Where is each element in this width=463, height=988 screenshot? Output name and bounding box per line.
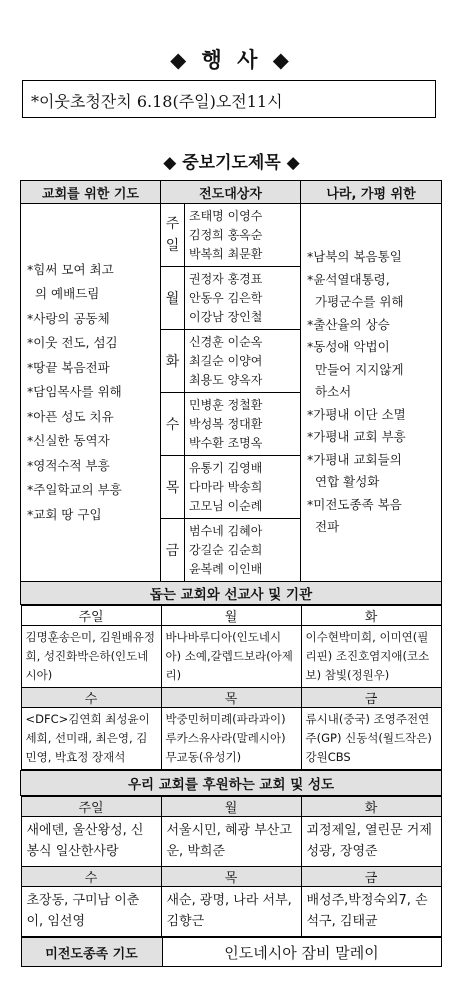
list-item: 전파 (315, 519, 340, 535)
evangelism-names-sun: 조태명 이영수 김정희 홍옥순 박복희 최문환 (185, 204, 301, 267)
missions-cell-mon: 바나바루디아(인도네시아) 소예,갈렙드보라(아제리) (161, 626, 301, 688)
list-item: *가평내 교회 부흥 (307, 429, 406, 445)
evangelism-day-tue: 화 (161, 330, 185, 393)
supporters-cell-tue: 괴정제일, 열린문 거제성광, 장영준 (301, 817, 441, 867)
evangelism-names-tue: 신경훈 이순옥 최길순 이양여 최용도 양옥자 (185, 330, 301, 393)
list-item: *출산율의 상승 (307, 316, 390, 332)
col-header-nation: 나라, 가평 위한 (301, 181, 442, 204)
list-item: *남북의 복음통일 (307, 249, 402, 265)
list-item: *아픈 성도 치유 (27, 408, 114, 424)
supporters-cell-wed: 초장동, 구미남 이춘이, 임선영 (21, 887, 161, 937)
missions-cell-thu: 박중민허미례(파라과이) 루카스유사라(말레시아) 무교동(유성기) (161, 708, 301, 770)
list-item: *사랑의 공동체 (27, 310, 110, 326)
supporters-day-wed: 수 (21, 867, 161, 887)
list-item: *동성애 악법이 (307, 339, 390, 355)
unreached-row (21, 937, 442, 967)
missions-day-sun: 주일 (21, 606, 161, 626)
event-title: ◆ 행 사 ◆ (170, 47, 293, 72)
supporters-cell-mon: 서울시민, 혜광 부산고운, 박희준 (161, 817, 301, 867)
list-item: 가평군수를 위해 (315, 294, 404, 310)
supporters-day-thu: 목 (161, 867, 301, 887)
church-prayer-list (21, 204, 161, 582)
col-header-church: 교회를 위한 기도 (21, 181, 161, 204)
missions-cell-fri: 류시내(중국) 조영주전연주(GP) 신동석(월드작은) 강원CBS (301, 708, 441, 770)
missions-day-tue: 화 (301, 606, 441, 626)
list-item: *주일학교의 부흥 (27, 482, 122, 498)
supporters-day-mon: 월 (161, 797, 301, 817)
list-item: *가평내 이단 소멸 (307, 406, 406, 422)
supporters-day-tue: 화 (301, 797, 441, 817)
missions-grid (21, 605, 442, 770)
supporters-day-sun: 주일 (21, 797, 161, 817)
supporters-grid (21, 796, 442, 937)
missions-cell-tue: 이수현박미희, 이미연(필리핀) 조진호염지애(코소보) 참빛(정원우) (301, 626, 441, 688)
list-item: *이웃 전도, 섬김 (27, 335, 118, 351)
evangelism-day-wed: 수 (161, 393, 185, 456)
list-item: *교회 땅 구입 (27, 506, 102, 522)
supporters-cell-fri: 배성주,박정숙외7, 손석구, 김태균 (301, 887, 441, 937)
evangelism-names-thu: 유통기 김영배 다마라 박송희 고모님 이순례 (185, 456, 301, 519)
list-item: *땅끝 복음전파 (27, 359, 110, 375)
supporters-day-fri: 금 (301, 867, 441, 887)
evangelism-names-wed: 민병훈 정철환 박성복 정대환 박수환 조명옥 (185, 393, 301, 456)
missions-cell-wed: <DFC>김연희 최성윤이세희, 선미래, 최은영, 김민영, 박효정 장재석 (21, 708, 161, 770)
evangelism-day-thu: 목 (161, 456, 185, 519)
list-item: 만들어 지지않게 (315, 361, 404, 377)
col-header-evangelism: 전도대상자 (161, 181, 301, 204)
evangelism-day-sun: 주 일 (161, 204, 185, 267)
evangelism-names-mon: 권정자 홍경표 안동우 김은학 이강남 장인철 (185, 267, 301, 330)
missions-day-wed: 수 (21, 688, 161, 708)
evangelism-names-fri: 범수네 김혜아 강길순 김순희 윤복례 이인배 (185, 519, 301, 582)
missions-day-thu: 목 (161, 688, 301, 708)
supporters-title: 우리 교회를 후원하는 교회 및 성도 (21, 771, 442, 796)
unreached-value: 인도네시아 잠비 말레이 (162, 938, 441, 967)
list-item: *영적수적 부흥 (27, 457, 110, 473)
list-item: *담임목사를 위해 (27, 384, 122, 400)
list-item: *신실한 동역자 (27, 433, 110, 449)
list-item: 하소서 (315, 384, 352, 400)
missions-title: 돕는 교회와 선교사 및 기관 (21, 582, 442, 605)
supporters-cell-sun: 새에덴, 울산왕성, 신봉식 일산한사랑 (21, 817, 161, 867)
nation-prayer-list (301, 204, 442, 582)
supporters-cell-thu: 새순, 광명, 나라 서부, 김향근 (161, 887, 301, 937)
prayer-table (20, 180, 442, 967)
event-box (22, 80, 436, 118)
missions-day-fri: 금 (301, 688, 441, 708)
list-item: *가평내 교회들의 (307, 451, 402, 467)
missions-day-mon: 월 (161, 606, 301, 626)
list-item: *윤석열대통령, (307, 271, 390, 287)
event-text: *이웃초청잔치 6.18(주일)오전11시 (31, 92, 283, 111)
list-item: 연합 활성화 (315, 474, 380, 490)
evangelism-day-mon: 월 (161, 267, 185, 330)
unreached-label: 미전도종족 기도 (21, 938, 162, 967)
list-item: *힘써 모여 최고 (27, 261, 114, 277)
prayer-section-title: ◆ 중보기도제목 ◆ (163, 153, 300, 173)
missions-cell-sun: 김명훈송은미, 김원배유정희, 성진화박은하(인도네시아) (21, 626, 161, 688)
list-item: 의 예배드림 (35, 286, 100, 302)
evangelism-day-fri: 금 (161, 519, 185, 582)
list-item: *미전도종족 복음 (307, 496, 402, 512)
